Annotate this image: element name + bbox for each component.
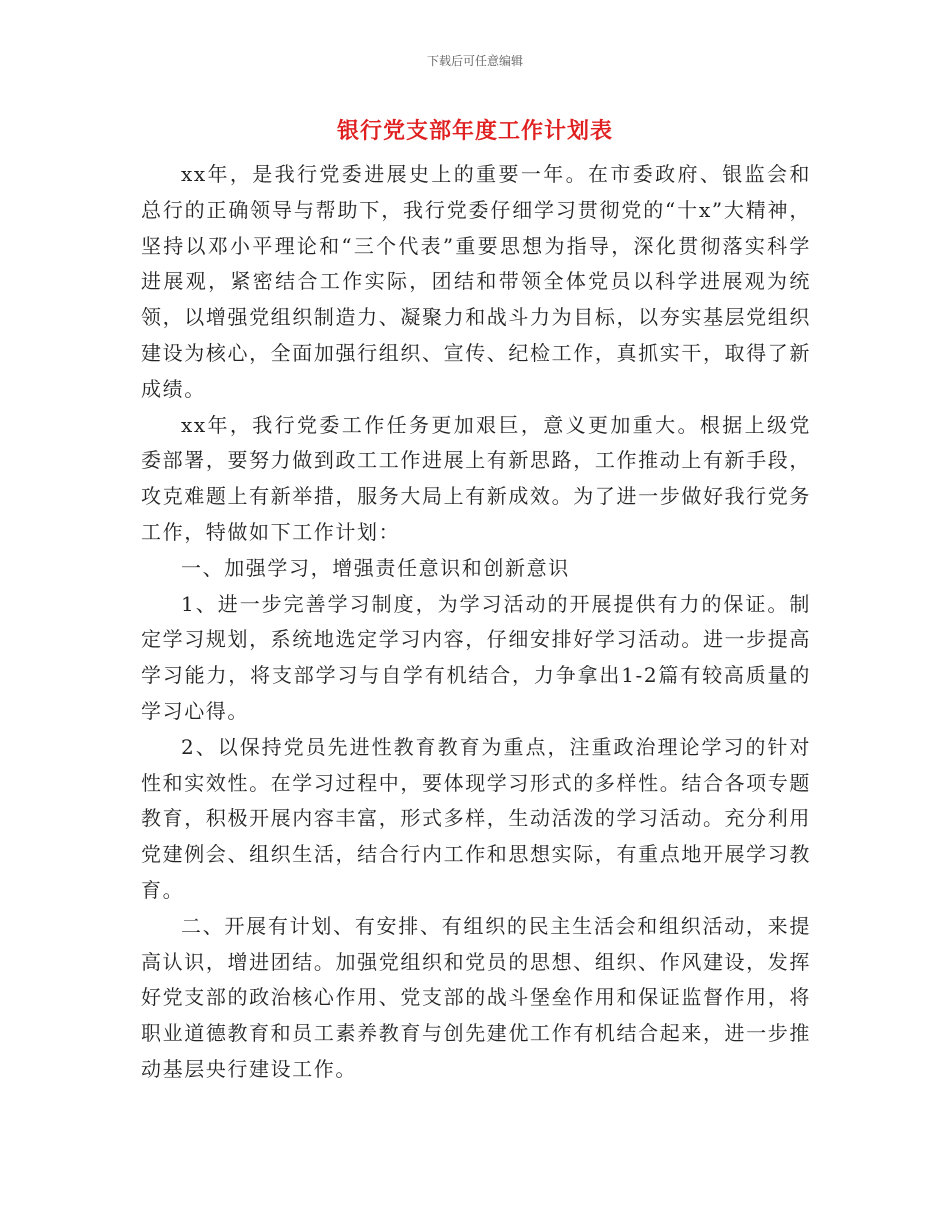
paragraph-item-1: 1、进一步完善学习制度，为学习活动的开展提供有力的保证。制定学习规划，系统地选定学习内容，仔细安排好学习活动。进一步提高学习能力，将支部学习与自学有机结合，力争拿出1-2篇有较高质量的学习心得。 — [141, 591, 811, 723]
section-2-paragraph: 二、开展有计划、有安排、有组织的民主生活会和组织活动，来提高认识，增进团结。加强党组织和党员的思想、组织、作风建设，发挥好党支部的政治核心作用、党支部的战斗堡垒作用和保证监督作用，将职业道德教育和员工素养教育与创先建优工作有机结合起来，进一步推动基层央行建设工作。 — [141, 913, 811, 1081]
section-heading-1: 一、加强学习，增强责任意识和创新意识 — [181, 555, 570, 580]
paragraph-plan-overview: xx年，我行党委工作任务更加艰巨，意义更加重大。根据上级党委部署，要努力做到政工工作进展上有新思路，工作推动上有新手段，攻克难题上有新举措，服务大局上有新成效。为了进一步做好我行党务工作，特做如下工作计划： — [141, 412, 811, 544]
paragraph-intro: xx年，是我行党委进展史上的重要一年。在市委政府、银监会和总行的正确领导与帮助下，我行党委仔细学习贯彻党的“十x”大精神，坚持以邓小平理论和“三个代表”重要思想为指导，深化贯彻落实科学进展观，紧密结合工作实际，团结和带领全体党员以科学进展观为统领，以增强党组织制造力、凝聚力和战斗力为目标，以夯实基层党组织建设为核心，全面加强行组织、宣传、纪检工作，真抓实干，取得了新成绩。 — [141, 162, 811, 401]
document-body — [141, 157, 811, 1088]
page-header-note: 下载后可任意编辑 — [426, 54, 523, 68]
document-title: 银行党支部年度工作计划表 — [336, 118, 613, 144]
paragraph-item-2: 2、以保持党员先进性教育教育为重点，注重政治理论学习的针对性和实效性。在学习过程中，要体现学习形式的多样性。结合各项专题教育，积极开展内容丰富，形式多样，生动活泼的学习活动。充分利用党建例会、组织生活，结合行内工作和思想实际，有重点地开展学习教育。 — [141, 734, 811, 902]
